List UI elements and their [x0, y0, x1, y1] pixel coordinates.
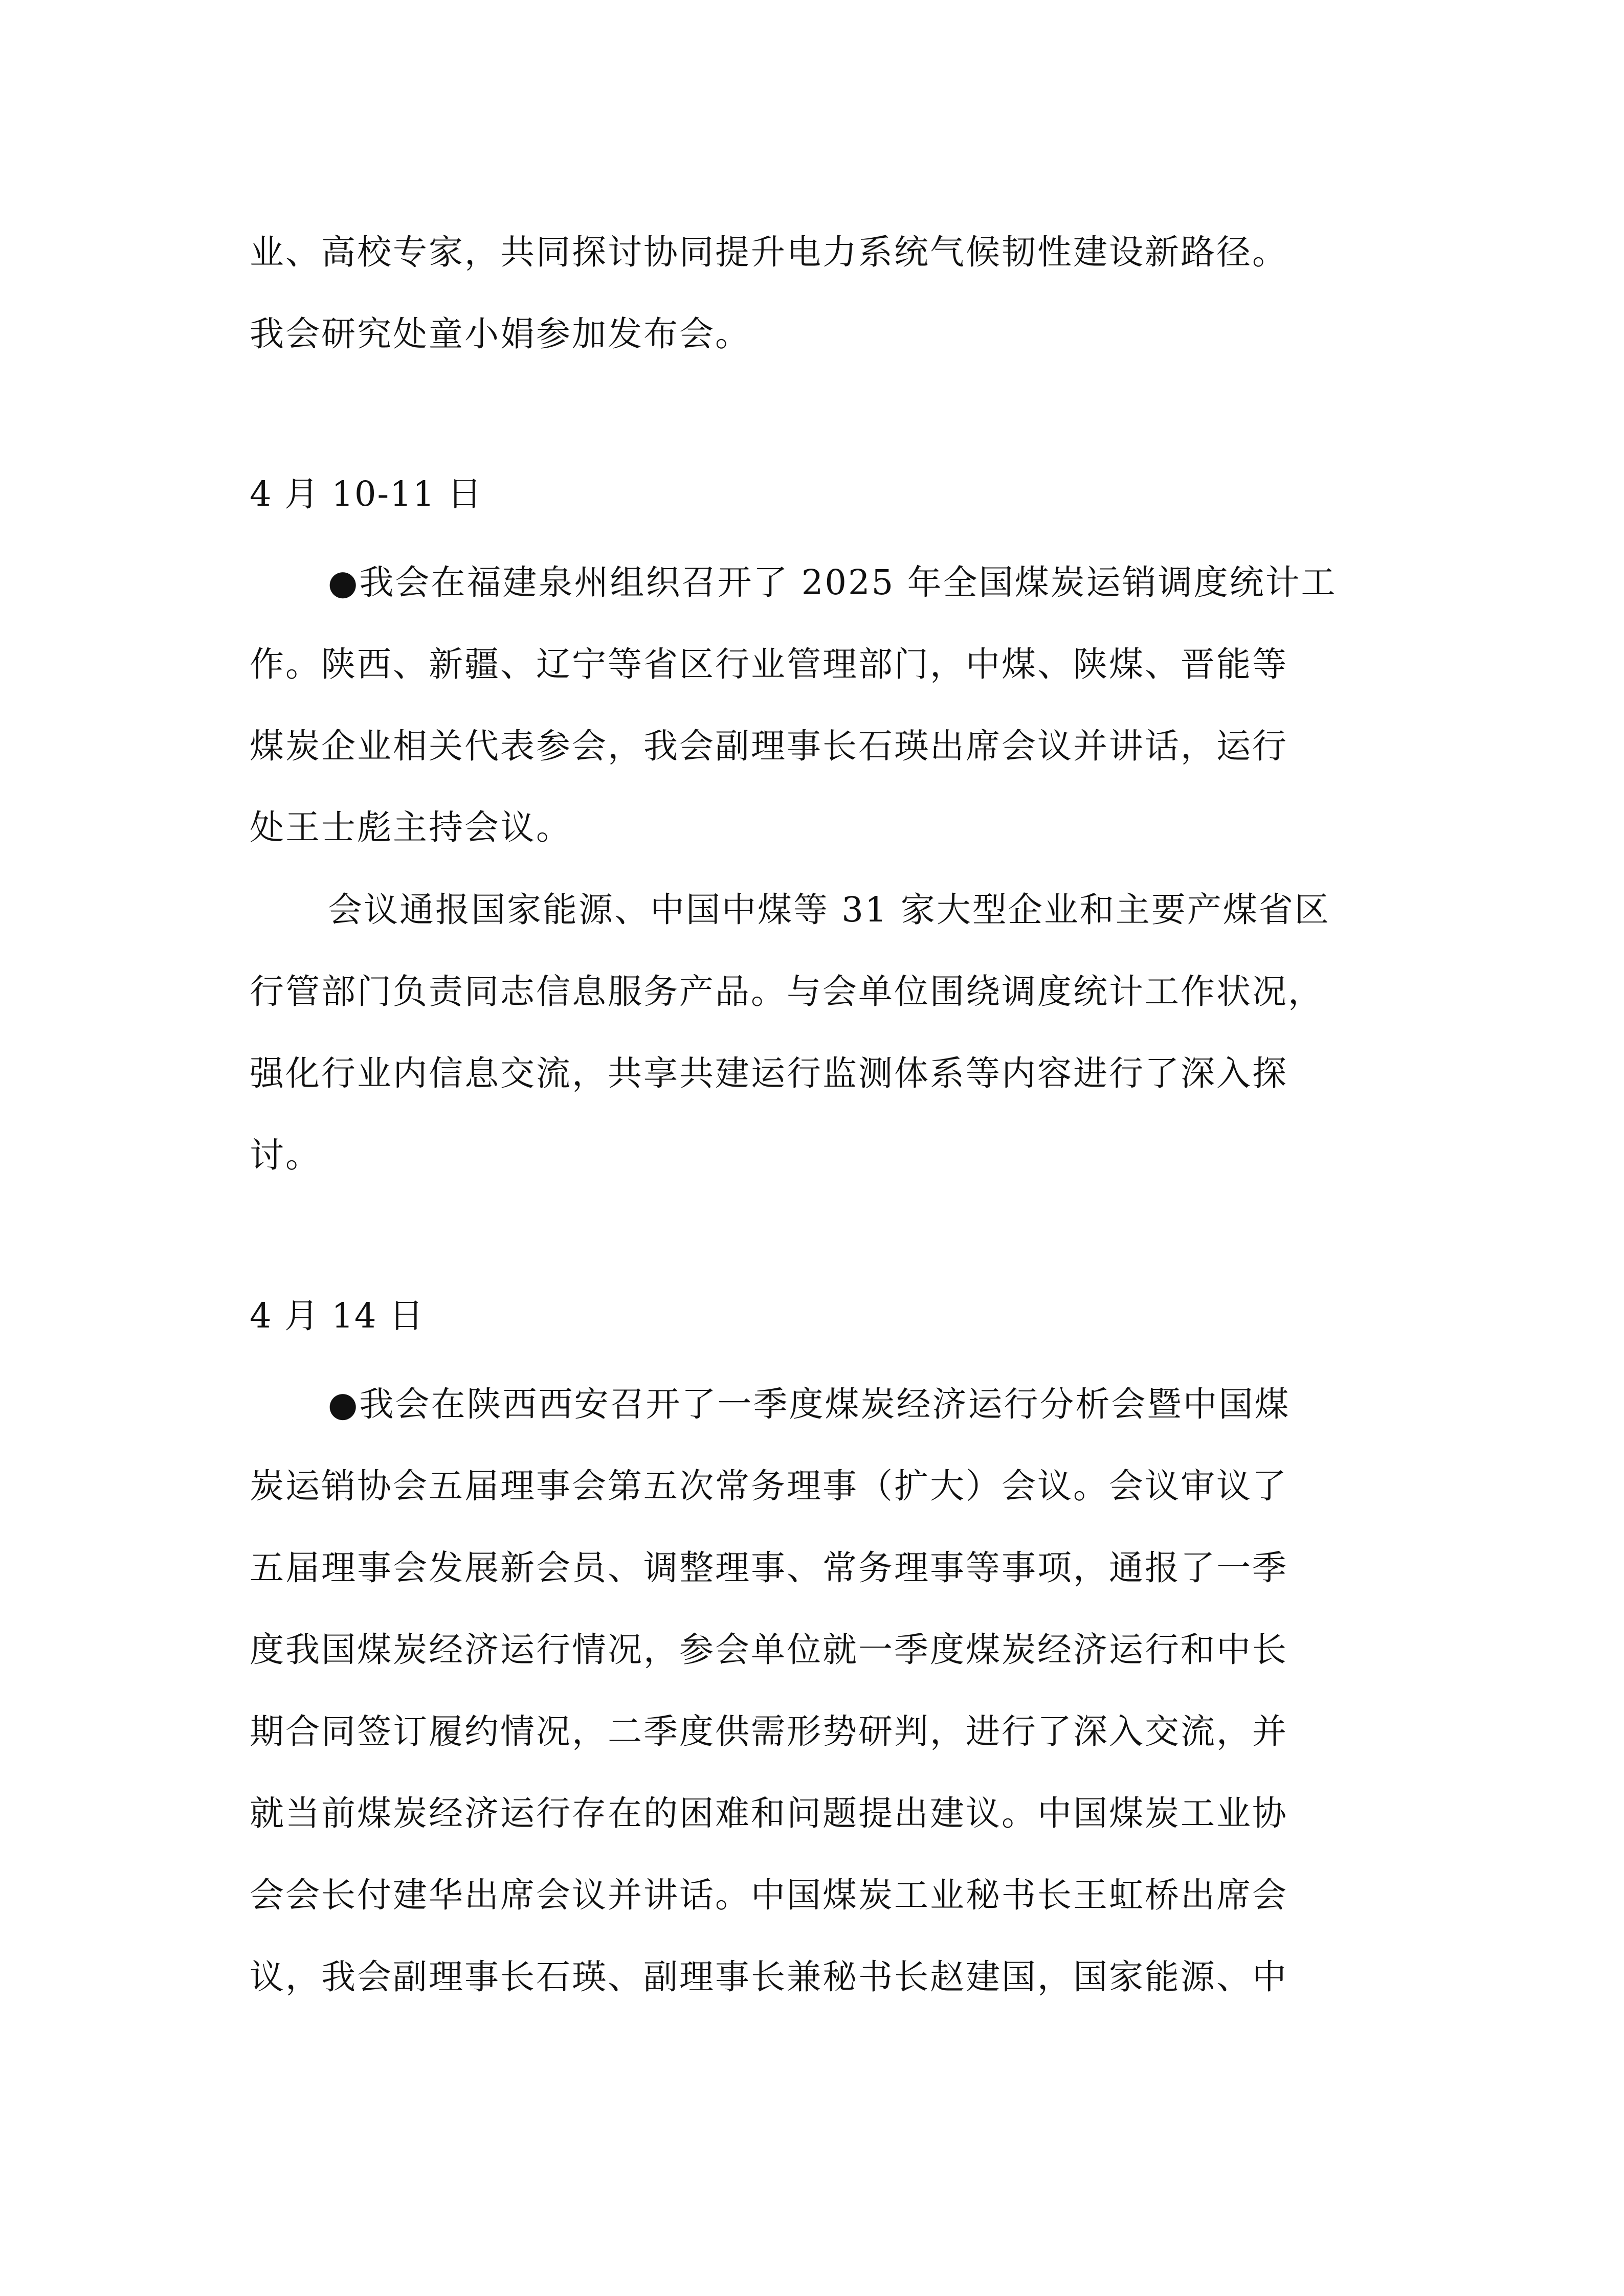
date-heading: 4 月 14 日: [250, 1296, 425, 1336]
paragraph-line: 会议通报国家能源、中国中煤等 31 家大型企业和主要产煤省区: [328, 890, 1330, 930]
paragraph-line: 强化行业内信息交流，共享共建运行监测体系等内容进行了深入探: [250, 1053, 1288, 1093]
date-heading: 4 月 10-11 日: [250, 474, 483, 514]
paragraph-line: ●我会在福建泉州组织召开了 2025 年全国煤炭运销调度统计工: [328, 562, 1337, 602]
paragraph-line: 讨。: [250, 1135, 321, 1175]
paragraph-line: 煤炭企业相关代表参会，我会副理事长石瑛出席会议并讲话，运行: [250, 726, 1288, 766]
paragraph-line: 行管部门负责同志信息服务产品。与会单位围绕调度统计工作状况，: [250, 972, 1324, 1011]
paragraph-line: 度我国煤炭经济运行情况，参会单位就一季度煤炭经济运行和中长: [250, 1630, 1288, 1670]
paragraph-line: 炭运销协会五届理事会第五次常务理事（扩大）会议。会议审议了: [250, 1466, 1288, 1506]
paragraph-line: 会会长付建华出席会议并讲话。中国煤炭工业秘书长王虹桥出席会: [250, 1875, 1288, 1915]
paragraph-line: 作。陕西、新疆、辽宁等省区行业管理部门，中煤、陕煤、晋能等: [250, 644, 1288, 684]
paragraph-line: 期合同签订履约情况，二季度供需形势研判，进行了深入交流，并: [250, 1712, 1288, 1751]
paragraph-line: 议，我会副理事长石瑛、副理事长兼秘书长赵建国，国家能源、中: [250, 1957, 1288, 1997]
paragraph-line: ●我会在陕西西安召开了一季度煤炭经济运行分析会暨中国煤: [328, 1384, 1291, 1424]
paragraph-line: 就当前煤炭经济运行存在的困难和问题提出建议。中国煤炭工业协: [250, 1793, 1288, 1833]
paragraph-line: 五届理事会发展新会员、调整理事、常务理事等事项，通报了一季: [250, 1548, 1288, 1588]
paragraph-line: 我会研究处童小娟参加发布会。: [250, 314, 751, 354]
paragraph-line: 处王士彪主持会议。: [250, 807, 572, 847]
paragraph-line: 业、高校专家，共同探讨协同提升电力系统气候韧性建设新路径。: [250, 232, 1288, 272]
